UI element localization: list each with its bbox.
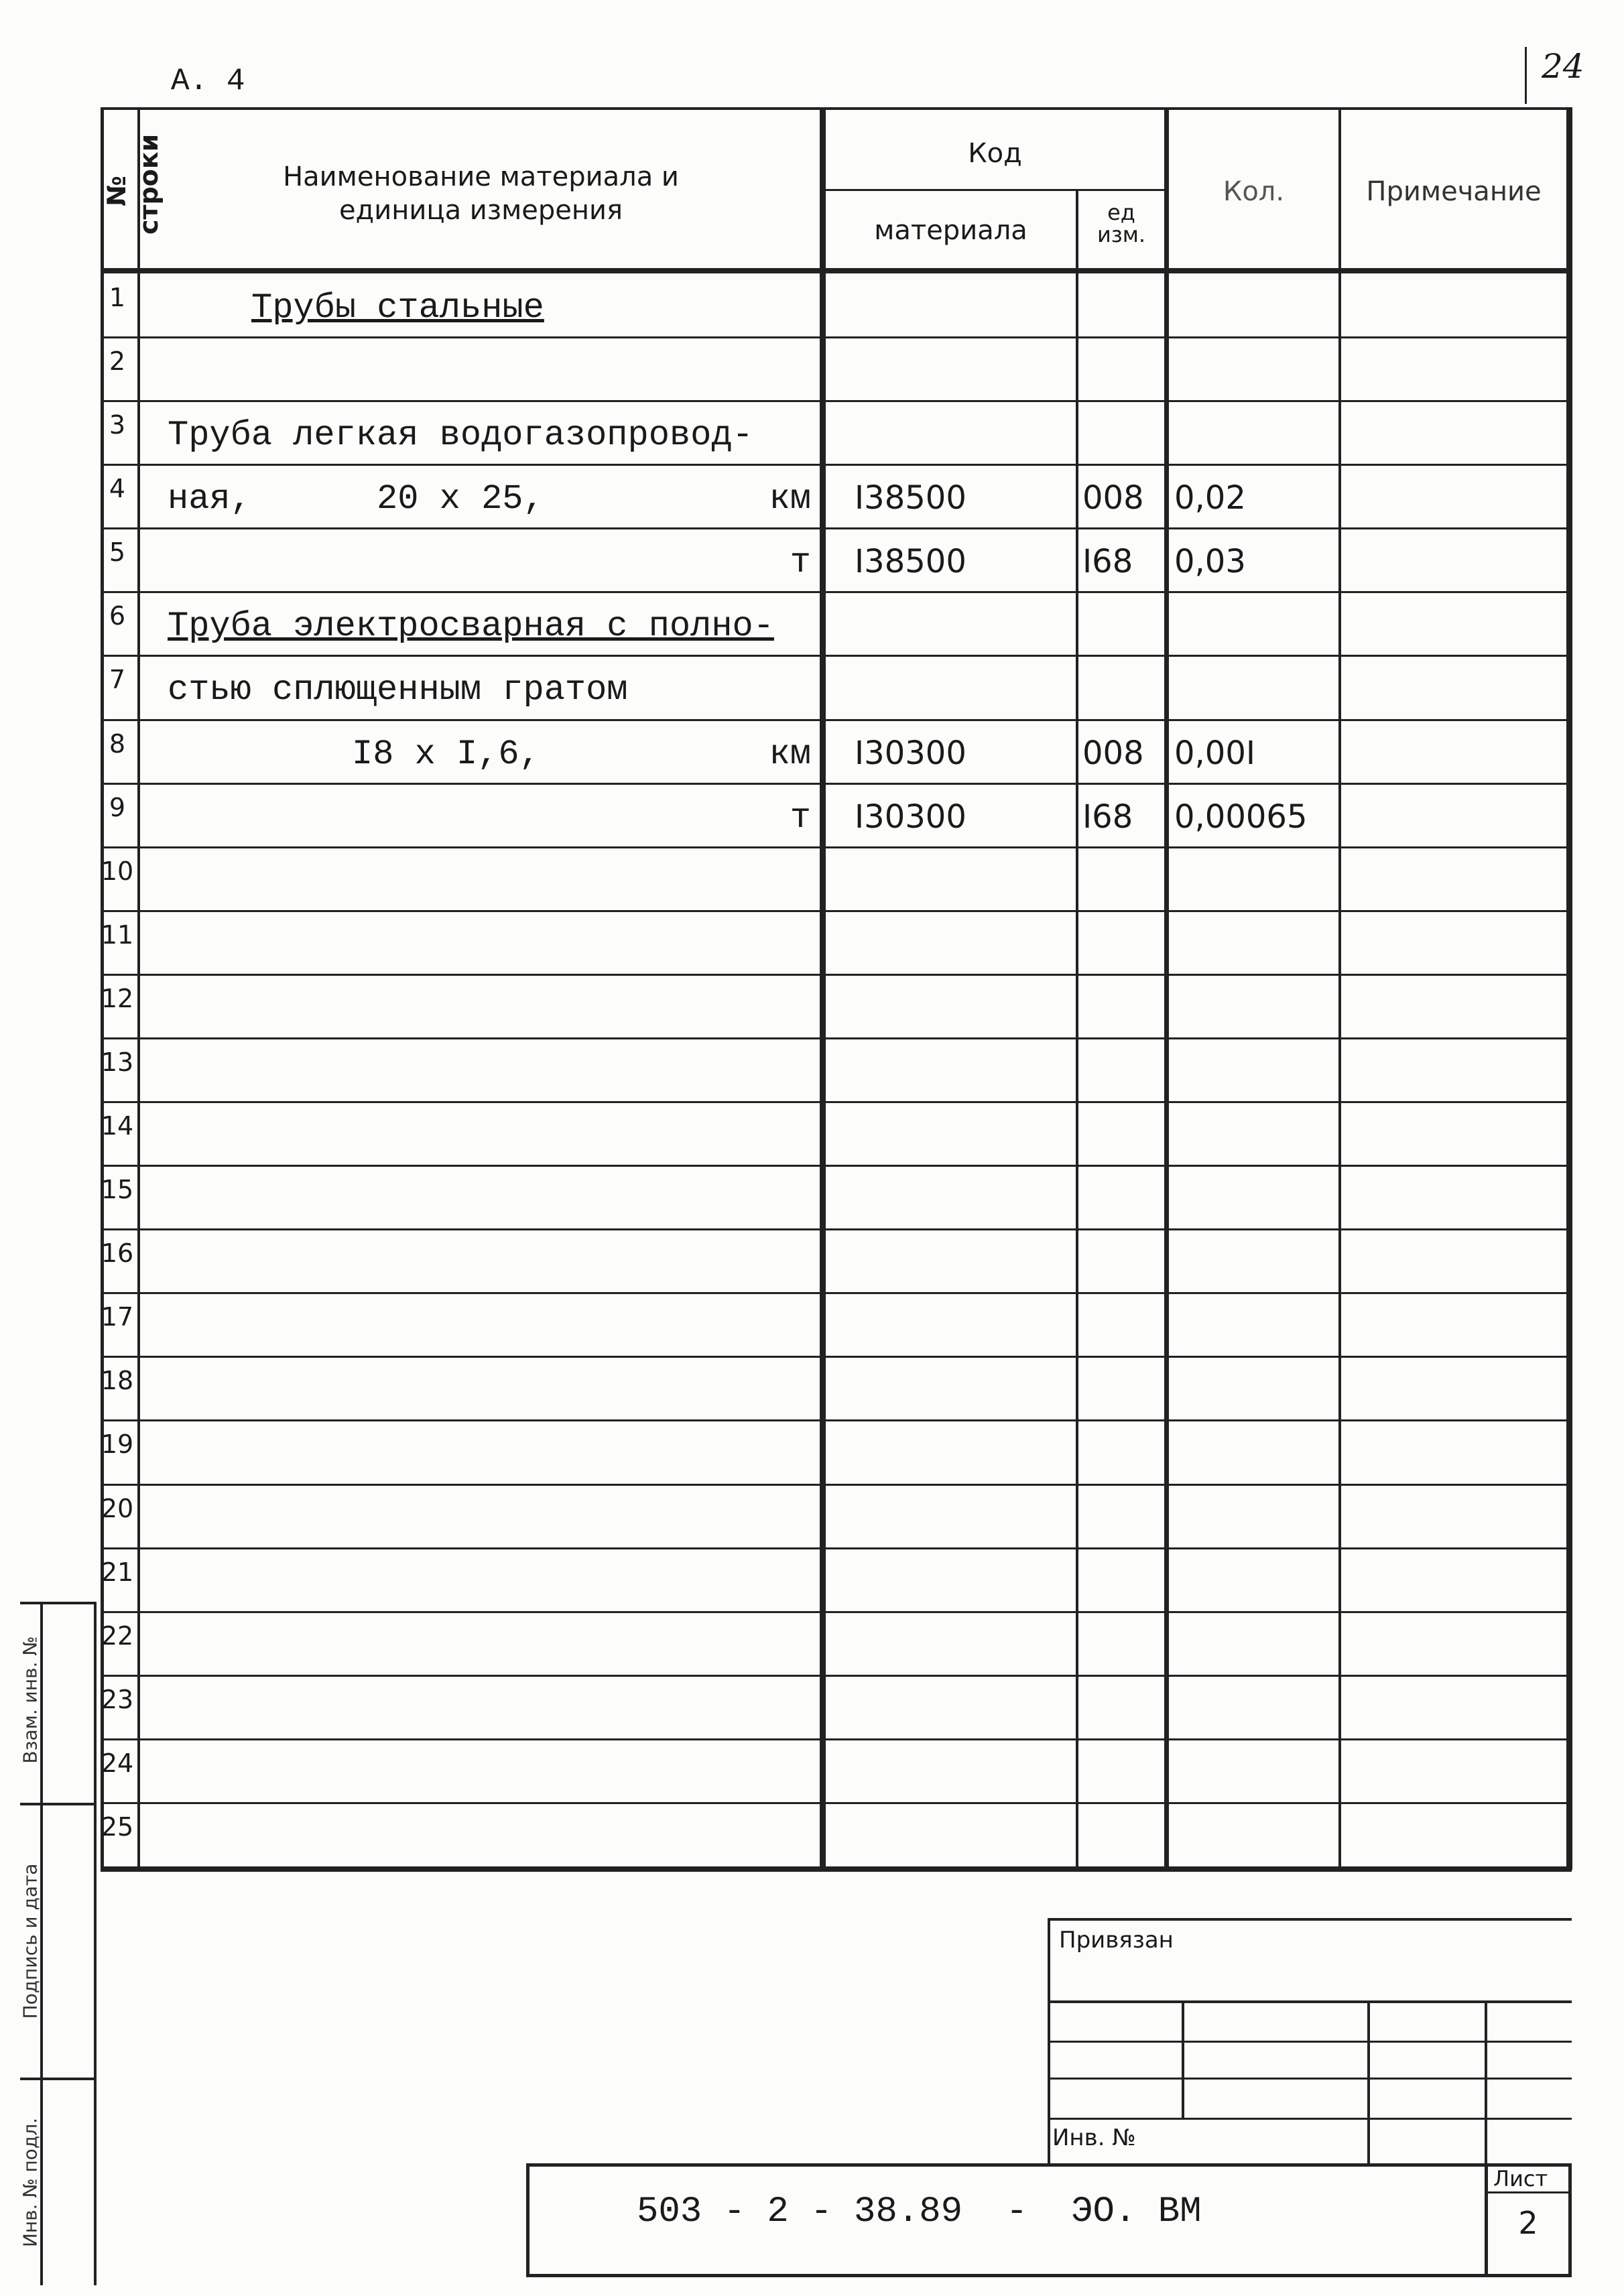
material-code: I30300 (855, 798, 966, 836)
inv-number-label: Инв. № (1052, 2124, 1136, 2151)
row-number: 6 (109, 601, 126, 631)
unit-code: 008 (1082, 479, 1144, 517)
material-name: I8 х I,6, (352, 734, 540, 774)
row-number: 2 (109, 346, 126, 377)
row-number: 14 (101, 1111, 134, 1141)
row-number: 5 (109, 537, 126, 568)
material-name: Труба легкая водогазопровод- (168, 416, 753, 456)
material-name: Труба электросварная с полно- (168, 607, 774, 647)
row-number: 21 (101, 1557, 134, 1587)
page-number: 24 (1542, 47, 1584, 86)
row-number: 15 (101, 1175, 134, 1205)
row-number: 9 (109, 792, 126, 822)
unit-header-line2: изм. (1097, 222, 1146, 247)
sheet-number: 2 (1518, 2205, 1538, 2241)
row-number: 22 (101, 1620, 134, 1651)
material-code: I38500 (855, 543, 966, 581)
row-number: 11 (101, 919, 134, 950)
quantity: 0,00I (1174, 734, 1256, 772)
sheet-label: Лист (1493, 2166, 1548, 2191)
unit-label: т (790, 798, 811, 838)
replaces-inv-label: Взам. инв. № (19, 1636, 42, 1764)
material-code: I38500 (855, 479, 966, 517)
name-header-line2: единица измерения (338, 195, 623, 226)
name-header-line1: Наименование материала и (283, 162, 679, 192)
unit-label: км (769, 479, 811, 519)
quantity: 0,03 (1174, 543, 1246, 581)
row-number: 25 (101, 1811, 134, 1842)
row-number: 20 (101, 1493, 134, 1523)
attached-label: Привязан (1059, 1927, 1174, 1954)
unit-code: I68 (1082, 543, 1133, 581)
row-number: 13 (101, 1047, 134, 1077)
unit-label: км (769, 734, 811, 774)
material-code-header: материала (874, 215, 1027, 246)
row-number: 18 (101, 1366, 134, 1396)
unit-code: 008 (1082, 734, 1144, 772)
material-code: I30300 (855, 734, 966, 772)
quantity: 0,02 (1174, 479, 1246, 517)
inv-orig-label: Инв. № подл. (19, 2117, 42, 2248)
row-number: 7 (109, 665, 126, 695)
material-name: ная, 20 х 25, (168, 479, 544, 519)
code-header: Код (968, 138, 1022, 169)
row-number-header: № строки (102, 133, 164, 235)
material-name: Трубы стальные (251, 288, 544, 328)
unit-code: I68 (1082, 798, 1133, 836)
row-number: 16 (101, 1238, 134, 1269)
row-number: 23 (101, 1684, 134, 1714)
material-name: стью сплющенным гратом (168, 670, 628, 710)
row-number: 24 (101, 1748, 134, 1778)
quantity: 0,00065 (1174, 798, 1308, 836)
sheet-reference: А. 4 (171, 64, 245, 99)
sign-date-label: Подпись и дата (19, 1863, 42, 2019)
page-number-mark (1525, 47, 1527, 104)
row-number: 10 (101, 856, 134, 886)
unit-header-line1: ед (1107, 200, 1135, 225)
row-number: 8 (109, 728, 126, 759)
row-number: 17 (101, 1302, 134, 1332)
row-number: 12 (101, 983, 134, 1013)
row-number: 19 (101, 1429, 134, 1460)
quantity-header: Кол. (1223, 176, 1285, 207)
row-number: 4 (109, 474, 126, 504)
note-header: Примечание (1366, 176, 1542, 207)
unit-label: т (790, 543, 811, 583)
document-code: 503 - 2 - 38.89 - ЭО. ВМ (637, 2191, 1202, 2232)
row-number: 1 (109, 283, 126, 312)
row-number: 3 (109, 410, 126, 440)
